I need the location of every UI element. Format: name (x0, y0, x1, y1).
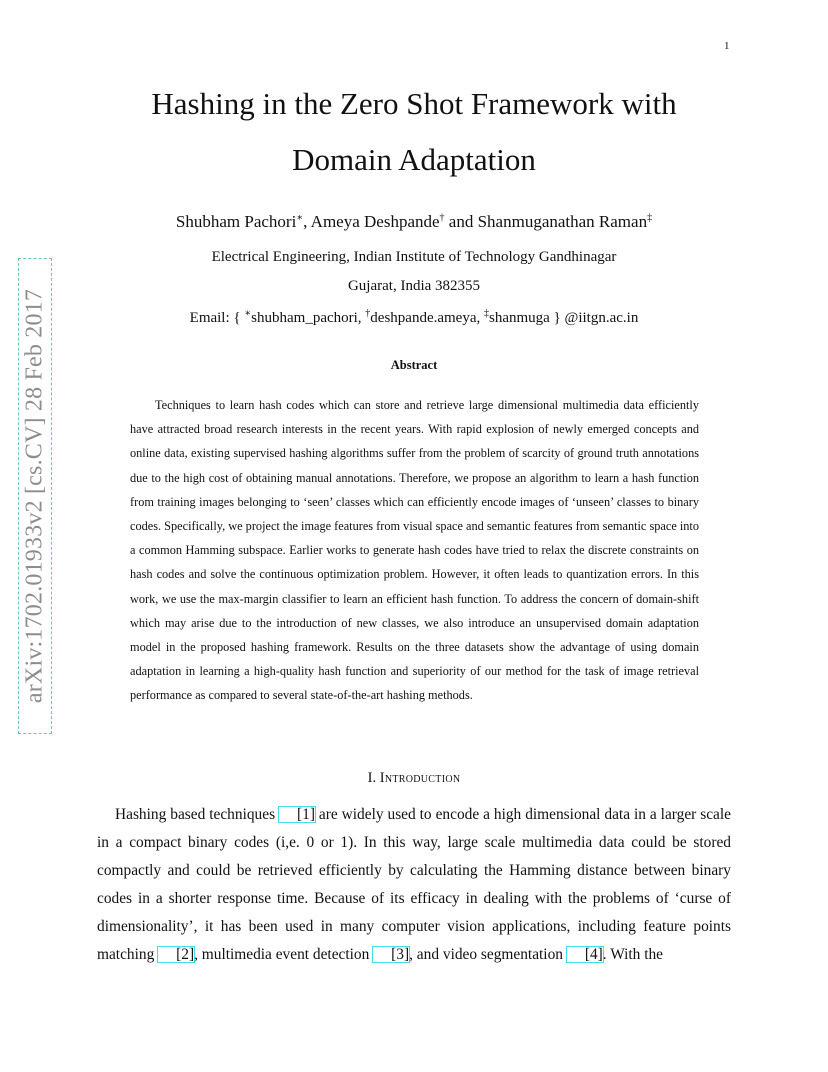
intro-text: , and video segmentation (409, 945, 567, 963)
citation-link[interactable]: [3] (373, 947, 409, 962)
author-separator: , (303, 212, 311, 231)
email-address: deshpande.ameya, (370, 310, 484, 326)
email-address: shanmuga } @iitgn.ac.in (489, 310, 639, 326)
citation-link[interactable]: [2] (158, 947, 194, 962)
author-list (60, 212, 768, 232)
author-mark: † (439, 212, 445, 224)
email-mark: † (365, 308, 371, 319)
affiliation-line-1: Electrical Engineering, Indian Institute of Technology Gandhinagar (211, 249, 617, 265)
author-mark: ∗ (296, 212, 304, 224)
arxiv-stamp[interactable] (18, 258, 52, 734)
title-line-1: Hashing in the Zero Shot Framework with (151, 86, 677, 121)
section-title: Introduction (379, 770, 461, 786)
email-address: shubham_pachori, (251, 310, 366, 326)
paper-title (60, 76, 768, 188)
title-line-2: Domain Adaptation (292, 142, 536, 177)
author-separator: and (444, 212, 478, 231)
author-name: Ameya Deshpande (310, 212, 440, 231)
citation-link[interactable]: [4] (567, 947, 603, 962)
author-mark: ‡ (647, 212, 653, 224)
affiliation-line-2: Gujarat, India 382355 (347, 278, 481, 294)
abstract-text: Techniques to learn hash codes which can store and retrieve large dimensional multimedia data efficiently have attracted broad research interests in the recent years. With rapid explosion of newly emerged concepts and online data, existing supervised hashing algorithms suffer from the problem of scarcity of ground truth annotations due to the high cost of obtaining manual annotations. Therefore, we propose an algorithm to learn a hash function from training images belonging to ‘seen’ classes which can efficiently encode images of ‘unseen’ classes to binary codes. Specifically, we project the image features from visual space and semantic features from semantic space into a common Hamming subspace. Earlier works to generate hash codes have tried to relax the discrete constraints on hash codes and solve the continuous optimization problem. However, it often leads to quantization errors. In this work, we use the max-margin classifier to learn an efficient hash function. To address the concern of domain-shift which may arise due to the introduction of new classes, we also introduce an unsupervised domain adaptation model in the proposed hashing framework. Results on the three datasets show the advantage of using domain adaptation in learning a high-quality hash function and superiority of our method for the task of image retrieval performance as compared to several state-of-the-art hashing methods. (130, 398, 699, 703)
author-name: Shanmuganathan Raman (477, 212, 648, 231)
intro-text: Hashing based techniques (115, 806, 280, 823)
email-prefix: Email: { (189, 310, 245, 326)
section-number: I. (367, 770, 380, 786)
citation-link[interactable]: [1] (279, 807, 315, 822)
abstract-heading: Abstract (390, 358, 438, 372)
intro-text: . With the (602, 945, 664, 963)
page-number: 1 (724, 40, 730, 52)
section-heading-introduction (60, 770, 768, 787)
arxiv-stamp-text: arXiv:1702.01933v2 [cs.CV] 28 Feb 2017 (21, 288, 48, 704)
email-mark: ∗ (244, 308, 252, 319)
intro-text: , multimedia event detection (194, 945, 374, 963)
email-line (60, 308, 768, 327)
intro-text: are widely used to encode a high dimensional data in a larger scale in a compact binary codes (i,e. 0 or 1). In this way, large scale multimedia data could be stored compactly and could be retrieved efficiently by calculating the Hamming distance between binary codes in a shorter response time. Because of its efficacy in dealing with the problems of ‘curse of dimensionality’, it has been used in many computer vision applications, including feature points matching (97, 806, 731, 963)
author-name: Shubham Pachori (175, 212, 297, 231)
introduction-paragraph (97, 801, 731, 968)
email-mark: ‡ (484, 308, 489, 319)
